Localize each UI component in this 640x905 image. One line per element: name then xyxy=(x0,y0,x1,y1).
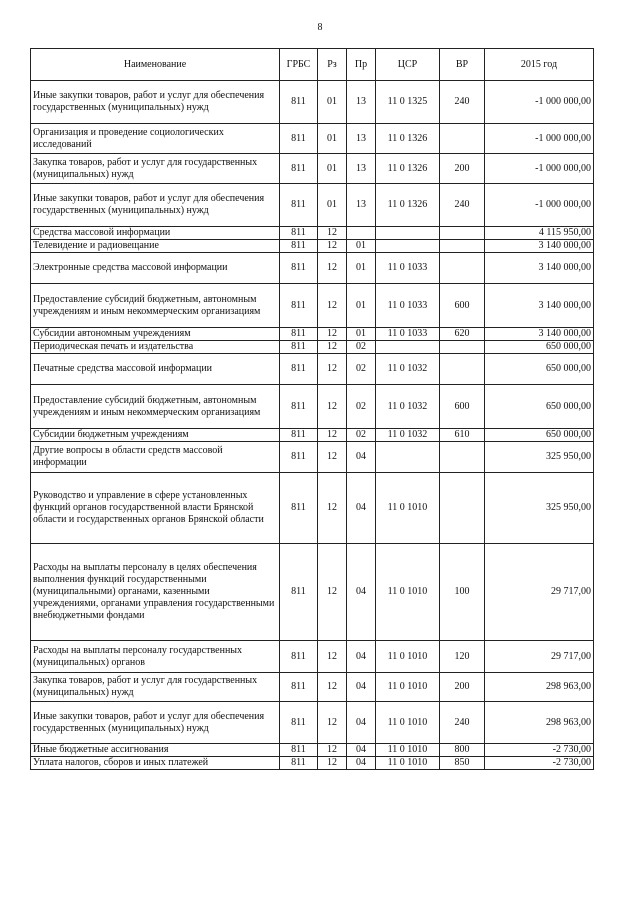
table-row xyxy=(31,81,594,124)
budget-table xyxy=(30,48,594,770)
cell-pr: 02 xyxy=(347,354,376,385)
cell-amount: 650 000,00 xyxy=(485,385,594,429)
cell-csr: 11 0 1032 xyxy=(376,354,440,385)
cell-grbs: 811 xyxy=(280,154,318,184)
cell-vr xyxy=(440,341,485,354)
cell-vr xyxy=(440,354,485,385)
cell-rz: 12 xyxy=(318,473,347,544)
cell-amount: 4 115 950,00 xyxy=(485,227,594,240)
cell-name: Иные закупки товаров, работ и услуг для обеспечения государственных (муниципальных) нужд xyxy=(31,184,280,227)
cell-vr xyxy=(440,473,485,544)
cell-name: Иные закупки товаров, работ и услуг для обеспечения государственных (муниципальных) нужд xyxy=(31,702,280,744)
cell-amount: -2 730,00 xyxy=(485,757,594,770)
table-row xyxy=(31,702,594,744)
cell-csr: 11 0 1326 xyxy=(376,184,440,227)
cell-pr: 01 xyxy=(347,253,376,284)
cell-grbs: 811 xyxy=(280,385,318,429)
table-row xyxy=(31,124,594,154)
cell-name: Организация и проведение социологических исследований xyxy=(31,124,280,154)
cell-name: Другие вопросы в области средств массовой информации xyxy=(31,442,280,473)
cell-rz: 01 xyxy=(318,184,347,227)
cell-name: Закупка товаров, работ и услуг для государственных (муниципальных) нужд xyxy=(31,154,280,184)
cell-grbs: 811 xyxy=(280,757,318,770)
cell-rz: 12 xyxy=(318,253,347,284)
cell-csr: 11 0 1326 xyxy=(376,124,440,154)
cell-name: Уплата налогов, сборов и иных платежей xyxy=(31,757,280,770)
table-row xyxy=(31,744,594,757)
cell-pr: 01 xyxy=(347,284,376,328)
cell-name: Печатные средства массовой информации xyxy=(31,354,280,385)
table-row xyxy=(31,154,594,184)
cell-amount: 3 140 000,00 xyxy=(485,328,594,341)
cell-amount: 298 963,00 xyxy=(485,702,594,744)
cell-pr: 02 xyxy=(347,341,376,354)
cell-vr xyxy=(440,227,485,240)
cell-vr: 120 xyxy=(440,641,485,673)
cell-name: Субсидии автономным учреждениям xyxy=(31,328,280,341)
cell-amount: 298 963,00 xyxy=(485,673,594,702)
cell-vr: 240 xyxy=(440,184,485,227)
table-row xyxy=(31,341,594,354)
cell-csr: 11 0 1010 xyxy=(376,544,440,641)
cell-grbs: 811 xyxy=(280,124,318,154)
cell-rz: 12 xyxy=(318,702,347,744)
cell-pr: 01 xyxy=(347,240,376,253)
cell-rz: 12 xyxy=(318,641,347,673)
cell-vr: 600 xyxy=(440,284,485,328)
cell-amount: 325 950,00 xyxy=(485,442,594,473)
cell-pr: 04 xyxy=(347,744,376,757)
table-row xyxy=(31,184,594,227)
cell-amount: 650 000,00 xyxy=(485,429,594,442)
cell-vr: 240 xyxy=(440,702,485,744)
cell-amount: -1 000 000,00 xyxy=(485,184,594,227)
cell-grbs: 811 xyxy=(280,253,318,284)
cell-pr xyxy=(347,227,376,240)
cell-rz: 12 xyxy=(318,354,347,385)
cell-name: Расходы на выплаты персоналу государственных (муниципальных) органов xyxy=(31,641,280,673)
cell-rz: 12 xyxy=(318,673,347,702)
cell-csr: 11 0 1010 xyxy=(376,702,440,744)
table-header-row xyxy=(31,49,594,81)
cell-amount: -1 000 000,00 xyxy=(485,124,594,154)
cell-vr: 800 xyxy=(440,744,485,757)
cell-pr: 04 xyxy=(347,702,376,744)
cell-name: Средства массовой информации xyxy=(31,227,280,240)
cell-vr: 850 xyxy=(440,757,485,770)
cell-pr: 13 xyxy=(347,124,376,154)
header-pr: Пр xyxy=(347,49,376,81)
cell-amount: 650 000,00 xyxy=(485,354,594,385)
cell-pr: 02 xyxy=(347,429,376,442)
cell-amount: 3 140 000,00 xyxy=(485,240,594,253)
cell-grbs: 811 xyxy=(280,240,318,253)
cell-vr xyxy=(440,442,485,473)
cell-csr xyxy=(376,442,440,473)
cell-csr: 11 0 1033 xyxy=(376,328,440,341)
cell-grbs: 811 xyxy=(280,641,318,673)
cell-grbs: 811 xyxy=(280,284,318,328)
header-name: Наименование xyxy=(31,49,280,81)
cell-amount: 650 000,00 xyxy=(485,341,594,354)
cell-pr: 01 xyxy=(347,328,376,341)
cell-rz: 12 xyxy=(318,341,347,354)
cell-pr: 13 xyxy=(347,81,376,124)
cell-rz: 12 xyxy=(318,442,347,473)
cell-name: Телевидение и радиовещание xyxy=(31,240,280,253)
table-row xyxy=(31,473,594,544)
cell-name: Иные закупки товаров, работ и услуг для обеспечения государственных (муниципальных) нужд xyxy=(31,81,280,124)
cell-name: Электронные средства массовой информации xyxy=(31,253,280,284)
cell-csr xyxy=(376,341,440,354)
cell-rz: 01 xyxy=(318,81,347,124)
cell-csr: 11 0 1010 xyxy=(376,473,440,544)
cell-name: Субсидии бюджетным учреждениям xyxy=(31,429,280,442)
table-row xyxy=(31,442,594,473)
cell-csr: 11 0 1010 xyxy=(376,744,440,757)
cell-csr: 11 0 1326 xyxy=(376,154,440,184)
cell-csr: 11 0 1032 xyxy=(376,385,440,429)
table-row xyxy=(31,544,594,641)
cell-csr xyxy=(376,240,440,253)
cell-rz: 12 xyxy=(318,227,347,240)
cell-rz: 12 xyxy=(318,328,347,341)
table-row xyxy=(31,354,594,385)
cell-vr: 100 xyxy=(440,544,485,641)
header-vr: ВР xyxy=(440,49,485,81)
cell-amount: -1 000 000,00 xyxy=(485,81,594,124)
cell-vr xyxy=(440,253,485,284)
cell-amount: 29 717,00 xyxy=(485,641,594,673)
header-grbs: ГРБС xyxy=(280,49,318,81)
cell-pr: 04 xyxy=(347,641,376,673)
cell-name: Закупка товаров, работ и услуг для государственных (муниципальных) нужд xyxy=(31,673,280,702)
cell-pr: 04 xyxy=(347,473,376,544)
table-row xyxy=(31,641,594,673)
cell-csr: 11 0 1010 xyxy=(376,757,440,770)
cell-grbs: 811 xyxy=(280,442,318,473)
cell-rz: 12 xyxy=(318,429,347,442)
cell-name: Руководство и управление в сфере установленных функций органов государственной власти Брянской области и государственных органов Брянской области xyxy=(31,473,280,544)
header-year: 2015 год xyxy=(485,49,594,81)
table-row xyxy=(31,284,594,328)
cell-grbs: 811 xyxy=(280,184,318,227)
header-csr: ЦСР xyxy=(376,49,440,81)
cell-amount: -1 000 000,00 xyxy=(485,154,594,184)
cell-csr: 11 0 1010 xyxy=(376,641,440,673)
cell-vr: 620 xyxy=(440,328,485,341)
cell-grbs: 811 xyxy=(280,702,318,744)
cell-vr xyxy=(440,124,485,154)
header-rz: Рз xyxy=(318,49,347,81)
cell-name: Предоставление субсидий бюджетным, автономным учреждениям и иным некоммерческим организациям xyxy=(31,284,280,328)
cell-vr: 200 xyxy=(440,673,485,702)
cell-csr: 11 0 1032 xyxy=(376,429,440,442)
cell-pr: 04 xyxy=(347,673,376,702)
table-row xyxy=(31,757,594,770)
cell-rz: 12 xyxy=(318,240,347,253)
table-row xyxy=(31,240,594,253)
table-row xyxy=(31,227,594,240)
cell-pr: 13 xyxy=(347,184,376,227)
cell-grbs: 811 xyxy=(280,744,318,757)
cell-grbs: 811 xyxy=(280,354,318,385)
cell-grbs: 811 xyxy=(280,341,318,354)
table-row xyxy=(31,328,594,341)
cell-pr: 13 xyxy=(347,154,376,184)
cell-rz: 01 xyxy=(318,154,347,184)
cell-pr: 02 xyxy=(347,385,376,429)
cell-amount: 29 717,00 xyxy=(485,544,594,641)
table-row xyxy=(31,673,594,702)
cell-name: Расходы на выплаты персоналу в целях обеспечения выполнения функций государственными (муниципальными) органами, казенными учреждениями, органами управления государственными внебюджетными фондами xyxy=(31,544,280,641)
cell-csr: 11 0 1010 xyxy=(376,673,440,702)
cell-csr: 11 0 1033 xyxy=(376,284,440,328)
cell-name: Иные бюджетные ассигнования xyxy=(31,744,280,757)
cell-vr: 200 xyxy=(440,154,485,184)
cell-rz: 01 xyxy=(318,124,347,154)
cell-amount: -2 730,00 xyxy=(485,744,594,757)
cell-vr: 610 xyxy=(440,429,485,442)
cell-csr: 11 0 1033 xyxy=(376,253,440,284)
cell-pr: 04 xyxy=(347,544,376,641)
cell-rz: 12 xyxy=(318,757,347,770)
cell-name: Предоставление субсидий бюджетным, автономным учреждениям и иным некоммерческим организациям xyxy=(31,385,280,429)
table-row xyxy=(31,253,594,284)
cell-amount: 325 950,00 xyxy=(485,473,594,544)
cell-grbs: 811 xyxy=(280,544,318,641)
cell-rz: 12 xyxy=(318,385,347,429)
cell-csr: 11 0 1325 xyxy=(376,81,440,124)
cell-amount: 3 140 000,00 xyxy=(485,253,594,284)
cell-grbs: 811 xyxy=(280,227,318,240)
cell-rz: 12 xyxy=(318,544,347,641)
cell-name: Периодическая печать и издательства xyxy=(31,341,280,354)
page-number: 8 xyxy=(317,22,323,33)
table-row xyxy=(31,429,594,442)
cell-vr xyxy=(440,240,485,253)
cell-grbs: 811 xyxy=(280,328,318,341)
cell-amount: 3 140 000,00 xyxy=(485,284,594,328)
cell-grbs: 811 xyxy=(280,673,318,702)
cell-vr: 240 xyxy=(440,81,485,124)
cell-rz: 12 xyxy=(318,744,347,757)
cell-grbs: 811 xyxy=(280,81,318,124)
cell-grbs: 811 xyxy=(280,429,318,442)
cell-pr: 04 xyxy=(347,757,376,770)
cell-grbs: 811 xyxy=(280,473,318,544)
cell-csr xyxy=(376,227,440,240)
cell-rz: 12 xyxy=(318,284,347,328)
table-row xyxy=(31,385,594,429)
cell-vr: 600 xyxy=(440,385,485,429)
cell-pr: 04 xyxy=(347,442,376,473)
